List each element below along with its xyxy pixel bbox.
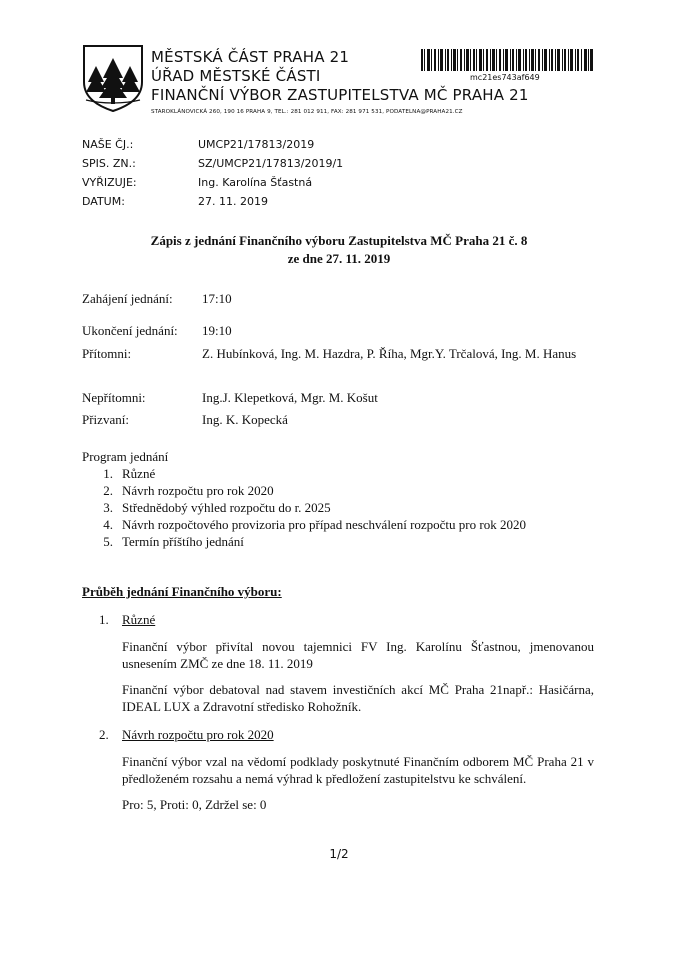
agenda-item (82, 516, 526, 533)
section-title: Návrh rozpočtu pro rok 2020 (122, 727, 274, 742)
barcode (421, 49, 593, 71)
meeting-info (82, 290, 602, 431)
section-number: 2. (99, 727, 109, 742)
agenda-item (82, 482, 274, 499)
agenda-item-number: 1. (103, 466, 113, 481)
title-line-1: Zápis z jednání Finančního výboru Zastupitelstva MČ Praha 21 č. 8 (150, 233, 528, 248)
document-title (0, 232, 678, 268)
course-heading: Průběh jednání Finančního výboru: (82, 584, 282, 599)
office-line-3: FINANČNÍ VÝBOR ZASTUPITELSTVA MČ PRAHA 21 (151, 86, 529, 104)
info-value: 17:10 (202, 291, 232, 306)
info-label: Přizvaní: (82, 412, 129, 427)
office-line-2: ÚŘAD MĚSTSKÉ ČÁSTI (151, 67, 321, 85)
agenda-item-text: Návrh rozpočtu pro rok 2020 (122, 483, 274, 498)
agenda-item-number: 3. (103, 500, 113, 515)
ref-label: DATUM: (82, 195, 125, 208)
agenda-item-number: 5. (103, 534, 113, 549)
ref-label: NAŠE ČJ.: (82, 138, 134, 151)
barcode-text: mc21es743af649 (470, 73, 540, 82)
info-label: Zahájení jednání: (82, 291, 173, 306)
agenda-item-text: Návrh rozpočtového provizoria pro případ neschválení rozpočtu pro rok 2020 (122, 517, 526, 532)
agenda-item-text: Různé (122, 466, 156, 481)
info-value: 19:10 (202, 323, 232, 338)
section-heading (82, 611, 594, 628)
page-number: 1/2 (329, 847, 349, 861)
agenda-item-text: Termín příštího jednání (122, 534, 244, 549)
section-title: Různé (122, 612, 156, 627)
info-row-present (82, 345, 602, 389)
ref-value: 27. 11. 2019 (198, 195, 268, 208)
office-address: STAROKLÁNOVICKÁ 260, 190 16 PRAHA 9, TEL.: 281 012 911, FAX: 281 971 531, PODATELNA@PRAHA21.CZ (151, 109, 463, 115)
agenda-item (82, 465, 168, 482)
info-value: Z. Hubínková, Ing. M. Hazdra, P. Říha, Mgr.Y. Trčalová, Ing. M. Hanus (202, 346, 577, 361)
info-row-start (82, 290, 602, 322)
info-label: Přítomni: (82, 346, 132, 361)
section-paragraph: Finanční výbor přivítal novou tajemnici FV Ing. Karolínu Šťastnou, jmenovanou usnesením ZMČ ze dne 18. 11. 2019 (122, 639, 594, 671)
info-label: Nepřítomni: (82, 390, 146, 405)
trees-crest-icon (82, 44, 144, 112)
info-label: Ukončení jednání: (82, 323, 178, 338)
ref-value: UMCP21/17813/2019 (198, 138, 315, 151)
info-row-absent (82, 389, 602, 411)
title-line-2: ze dne 27. 11. 2019 (287, 251, 391, 266)
agenda-heading: Program jednání (82, 449, 169, 464)
section-heading (82, 726, 594, 743)
section-paragraph: Finanční výbor vzal na vědomí podklady poskytnuté Finančním odborem MČ Praha 21 v předloženém rozsahu a nemá výhrad k předložení zastupitelstvu ke schválení. (122, 754, 594, 786)
info-row-end (82, 322, 602, 345)
ref-label: VYŘIZUJE: (82, 176, 137, 189)
ref-value: SZ/UMCP21/17813/2019/1 (198, 157, 344, 170)
info-row-invited (82, 411, 602, 431)
section-number: 1. (99, 612, 109, 627)
agenda-item (82, 499, 331, 516)
info-value: Ing. K. Kopecká (202, 412, 288, 427)
office-line-1: MĚSTSKÁ ČÁST PRAHA 21 (151, 48, 350, 66)
agenda-item (82, 533, 244, 550)
agenda-item-number: 4. (103, 517, 113, 532)
agenda-item-number: 2. (103, 483, 113, 498)
agenda (82, 448, 526, 550)
agenda-item-text: Střednědobý výhled rozpočtu do r. 2025 (122, 500, 331, 515)
section-paragraph: Finanční výbor debatoval nad stavem investičních akcí MČ Praha 21např.: Hasičárna, IDEAL LUX a Zdravotní středisko Rohožník. (122, 682, 594, 714)
ref-label: SPIS. ZN.: (82, 157, 136, 170)
info-value: Ing.J. Klepetková, Mgr. M. Košut (202, 390, 378, 405)
course-body (82, 611, 594, 813)
section-paragraph: Pro: 5, Proti: 0, Zdržel se: 0 (122, 797, 267, 812)
ref-value: Ing. Karolína Šťastná (198, 176, 313, 189)
